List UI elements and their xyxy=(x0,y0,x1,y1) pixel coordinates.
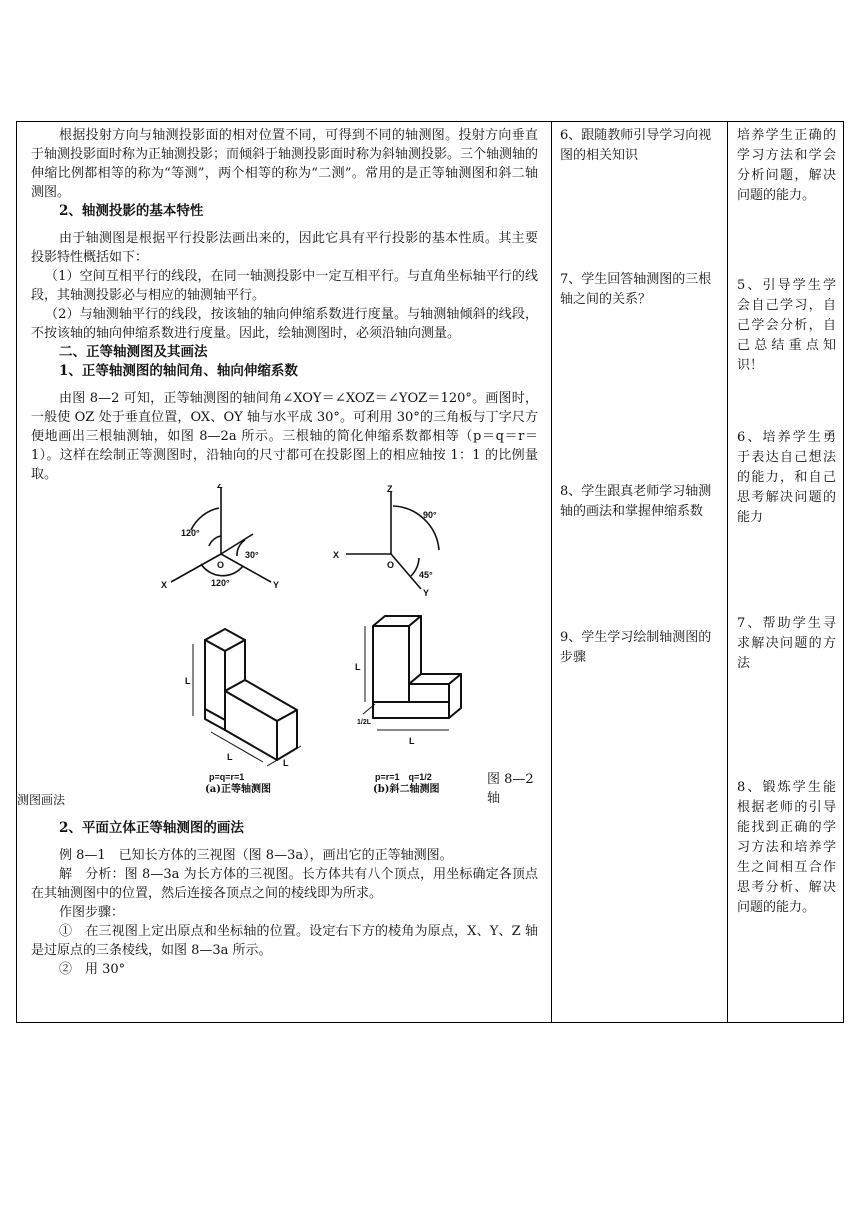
figure-caption-part1: 图 8—2 轴 xyxy=(487,772,547,806)
student-activity-column xyxy=(552,122,728,1022)
paragraph-example: 例 8—1 已知长方体的三视图（图 8—3a），画出它的正等轴测图。 xyxy=(59,848,453,863)
goal-7: 7、帮助学生寻求解决问题的方法 xyxy=(737,616,836,671)
design-intent-column xyxy=(728,122,843,1022)
content-column xyxy=(17,122,552,1022)
student-step-7: 7、学生回答轴测图的三根轴之间的关系？ xyxy=(560,272,712,307)
left-block-l-length: L xyxy=(227,752,233,762)
right-angle-90: 90° xyxy=(423,510,437,520)
right-figure-name: (b)斜二轴测图 xyxy=(373,784,440,795)
goal-5: 5、引导学生学会自己学习，自己学会分析，自己总结重点知识！ xyxy=(737,278,836,373)
right-block-half-l: 1/2L xyxy=(357,719,372,726)
heading-isometric: 二、正等轴测图及其画法 xyxy=(59,344,208,360)
paragraph-property-1: （1）空间互相平行的线段，在同一轴测投影中一定互相平行。与直角坐标轴平行的线段，其轴测投影必与相应的轴测轴平行。 xyxy=(31,269,538,303)
student-step-8: 8、学生跟真老师学习轴测轴的画法和掌握伸缩系数 xyxy=(560,484,712,519)
paragraph-axis-angles: 由图 8—2 可知，正等轴测图的轴间角∠XOY＝∠XOZ＝∠YOZ＝120°。画图时，一般使 OZ 处于垂直位置，OX、OY 轴与水平成 30°。可利用 30°的三角板与丁字尺方便地画出三根轴测轴，如图 8—2a 所示。三根轴的简化伸缩系数都相等（p＝q＝r＝1）。这样在绘制正等测图时，沿轴向的尺寸都可在投影图上的相应轴按 1：1 的比例量取。 xyxy=(31,391,538,482)
heading-axis-angles: 1、正等轴测图的轴间角、轴向伸缩系数 xyxy=(59,363,298,379)
paragraph-property-2: （2）与轴测轴平行的线段，按该轴的轴向伸缩系数进行度量。与轴测轴倾斜的线段，不按该轴的轴向伸缩系数进行度量。因此，绘轴测图时，必须沿轴向测量。 xyxy=(31,307,538,341)
left-x-label: X xyxy=(161,580,168,590)
paragraph-projection: 根据投射方向与轴测投影面的相对位置不同，可得到不同的轴测图。投射方向垂直于轴测投影面时称为正轴测投影；而倾斜于轴测投影面时称为斜轴测投影。三个轴测轴的伸缩比例都相等的称为“等测”，两个相等的称为“二测”。常用的是正等轴测图和斜二轴测图。 xyxy=(31,128,539,200)
heading-basic-properties: 2、轴测投影的基本特性 xyxy=(59,203,204,219)
left-angle-30: 30° xyxy=(245,550,259,560)
left-block-l-height: L xyxy=(185,676,191,686)
figure-caption-part2: 测图画法 xyxy=(17,793,66,807)
paragraph-analysis: 解 分析：图 8—3a 为长方体的三视图。长方体共有八个顶点，用坐标确定各顶点在其轴测图中的位置，然后连接各顶点之间的棱线即为所求。 xyxy=(31,867,538,901)
left-y-label: Y xyxy=(273,580,280,590)
left-coef-label: p=q=r=1 xyxy=(209,772,245,782)
left-angle-120b: 120° xyxy=(211,578,230,588)
student-step-6: 6、跟随教师引导学习向视图的相关知识 xyxy=(560,128,712,163)
left-angle-120a: 120° xyxy=(181,528,200,538)
lesson-table xyxy=(16,121,844,1023)
goal-1: 培养学生正确的学习方法和学会分析问题，解决问题的能力。 xyxy=(737,128,836,203)
paragraph-steps-title: 作图步骤： xyxy=(59,905,125,920)
right-y-label: Y xyxy=(423,588,430,598)
heading-plane-solid: 2、平面立体正等轴测图的画法 xyxy=(59,820,244,836)
right-block-l-length: L xyxy=(409,736,415,746)
left-origin-label: O xyxy=(217,560,225,570)
right-angle-45: 45° xyxy=(419,570,433,580)
right-z-label: Z xyxy=(387,484,393,494)
goal-6: 6、培养学生勇于表达自己想法的能力，和自己思考解决问题的能力 xyxy=(737,430,836,525)
right-origin-label: O xyxy=(387,560,395,570)
left-z-label: Z xyxy=(217,484,223,490)
right-coef-label: p=r=1 q=1/2 xyxy=(375,772,432,782)
right-block-l-height: L xyxy=(355,662,361,672)
goal-8: 8、锻炼学生能根据老师的引导能找到正确的学习方法和培养学生之间相互合作思考分析、解决问题的能力。 xyxy=(737,780,836,915)
axonometric-figure xyxy=(31,484,539,784)
left-block-l-width: L xyxy=(283,758,289,768)
left-figure-name: (a)正等轴测图 xyxy=(205,784,271,795)
right-x-label: X xyxy=(333,550,340,560)
paragraph-step-1: ① 在三视图上定出原点和坐标轴的位置。设定右下方的棱角为原点，X、Y、Z 轴是过原点的三条棱线，如图 8—3a 所示。 xyxy=(31,924,538,958)
paragraph-properties-intro: 由于轴测图是根据平行投影法画出来的，因此它具有平行投影的基本性质。其主要投影特性概括如下： xyxy=(31,231,538,265)
student-step-9: 9、学生学习绘制轴测图的步骤 xyxy=(560,630,712,665)
paragraph-step-2: ② 用 30° xyxy=(59,962,126,977)
